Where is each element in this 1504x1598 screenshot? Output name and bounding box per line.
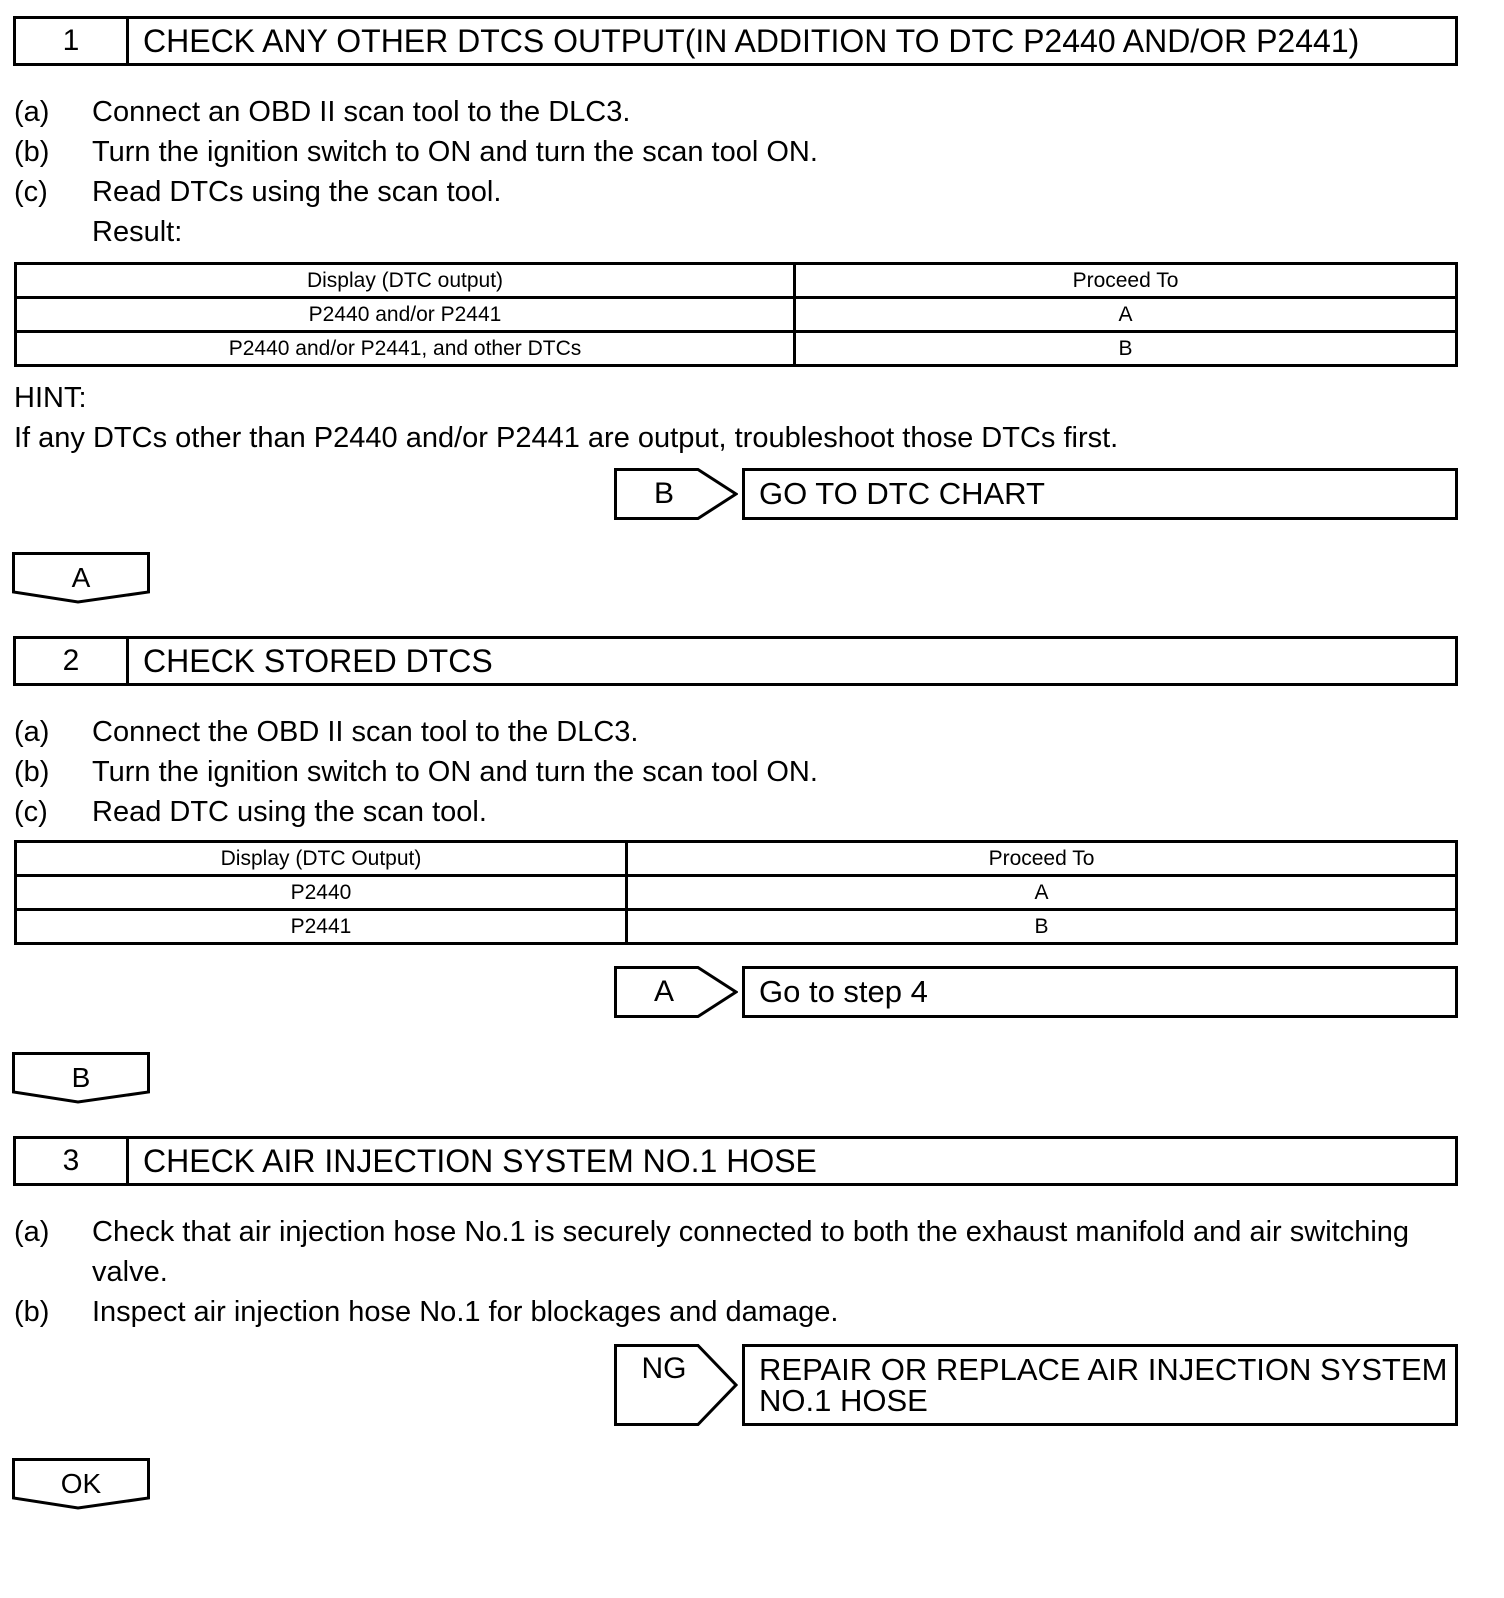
instruction-label: (a)	[14, 1216, 50, 1248]
table-header: Display (DTC output)	[16, 264, 795, 298]
hint-text: If any DTCs other than P2440 and/or P2441 are output, troubleshoot those DTCs first.	[14, 422, 1119, 454]
branch-action-line: NO.1 HOSE	[759, 1383, 928, 1418]
instruction	[14, 92, 630, 132]
step-number: 3	[16, 1139, 129, 1183]
branch-letter: NG	[641, 1352, 687, 1385]
instruction	[14, 1292, 838, 1332]
table-header-row	[16, 264, 1457, 298]
instruction-text: Read DTC using the scan tool.	[92, 796, 487, 828]
step-title: CHECK STORED DTCS	[143, 642, 493, 679]
branch-tag	[614, 966, 738, 1018]
table-row	[16, 298, 1457, 332]
instruction-text: Turn the ignition switch to ON and turn the scan tool ON.	[92, 136, 818, 168]
instruction-label: (a)	[14, 96, 50, 128]
table-row	[16, 332, 1457, 366]
result-label: Result:	[92, 216, 183, 248]
branch-tag	[614, 468, 738, 520]
table-cell: A	[627, 876, 1457, 910]
instruction	[14, 792, 487, 832]
step-number: 2	[16, 639, 129, 683]
continue-label: B	[71, 1062, 91, 1093]
branch-action-line: REPAIR OR REPLACE AIR INJECTION SYSTEM	[759, 1352, 1448, 1387]
step-title: CHECK ANY OTHER DTCS OUTPUT(IN ADDITION TO DTC P2440 AND/OR P2441)	[143, 22, 1360, 59]
instruction	[14, 752, 818, 792]
continue-tab	[12, 552, 150, 604]
branch-action: GO TO DTC CHART	[742, 468, 1458, 520]
step-number: 1	[16, 19, 129, 63]
result-table	[14, 262, 1458, 367]
table-row	[16, 876, 1457, 910]
table-cell: B	[627, 910, 1457, 944]
instruction	[14, 1212, 1409, 1252]
continue-label: A	[71, 562, 91, 593]
instruction	[14, 172, 501, 212]
instruction-label: (a)	[14, 716, 50, 748]
table-cell: A	[795, 298, 1457, 332]
table-cell: P2441	[16, 910, 627, 944]
continue-tab	[12, 1052, 150, 1104]
instruction-label: (c)	[14, 176, 48, 208]
step-1-header	[13, 16, 1458, 66]
instruction-text: Turn the ignition switch to ON and turn the scan tool ON.	[92, 756, 818, 788]
table-header-row	[16, 842, 1457, 876]
step-3-header	[13, 1136, 1458, 1186]
table-header: Display (DTC Output)	[16, 842, 627, 876]
branch-letter: B	[653, 477, 674, 510]
table-row	[16, 910, 1457, 944]
instruction-text: Connect an OBD II scan tool to the DLC3.	[92, 96, 631, 128]
instruction-text: Read DTCs using the scan tool.	[92, 176, 502, 208]
branch-letter: A	[653, 975, 674, 1008]
table-cell: P2440 and/or P2441	[16, 298, 795, 332]
instruction	[14, 712, 638, 752]
instruction-label: (b)	[14, 136, 50, 168]
table-header: Proceed To	[627, 842, 1457, 876]
instruction-label: (b)	[14, 1296, 50, 1328]
step-2-header	[13, 636, 1458, 686]
instruction-text: Check that air injection hose No.1 is securely connected to both the exhaust manifold and air switching	[92, 1216, 1410, 1248]
branch-action: Go to step 4	[742, 966, 1458, 1018]
branch-tag	[614, 1344, 738, 1426]
instruction	[14, 132, 818, 172]
instruction-text: Connect the OBD II scan tool to the DLC3.	[92, 716, 639, 748]
table-header: Proceed To	[795, 264, 1457, 298]
instruction-label: (b)	[14, 756, 50, 788]
result-table	[14, 840, 1458, 945]
continue-tab	[12, 1458, 150, 1510]
hint-label: HINT:	[14, 382, 87, 414]
table-cell: P2440	[16, 876, 627, 910]
instruction-text: Inspect air injection hose No.1 for blockages and damage.	[92, 1296, 839, 1328]
continue-label: OK	[60, 1468, 102, 1499]
branch-action	[742, 1344, 1458, 1426]
instruction-continuation: valve.	[92, 1256, 168, 1288]
table-cell: B	[795, 332, 1457, 366]
table-cell: P2440 and/or P2441, and other DTCs	[16, 332, 795, 366]
step-title: CHECK AIR INJECTION SYSTEM NO.1 HOSE	[143, 1142, 817, 1179]
instruction-label: (c)	[14, 796, 48, 828]
